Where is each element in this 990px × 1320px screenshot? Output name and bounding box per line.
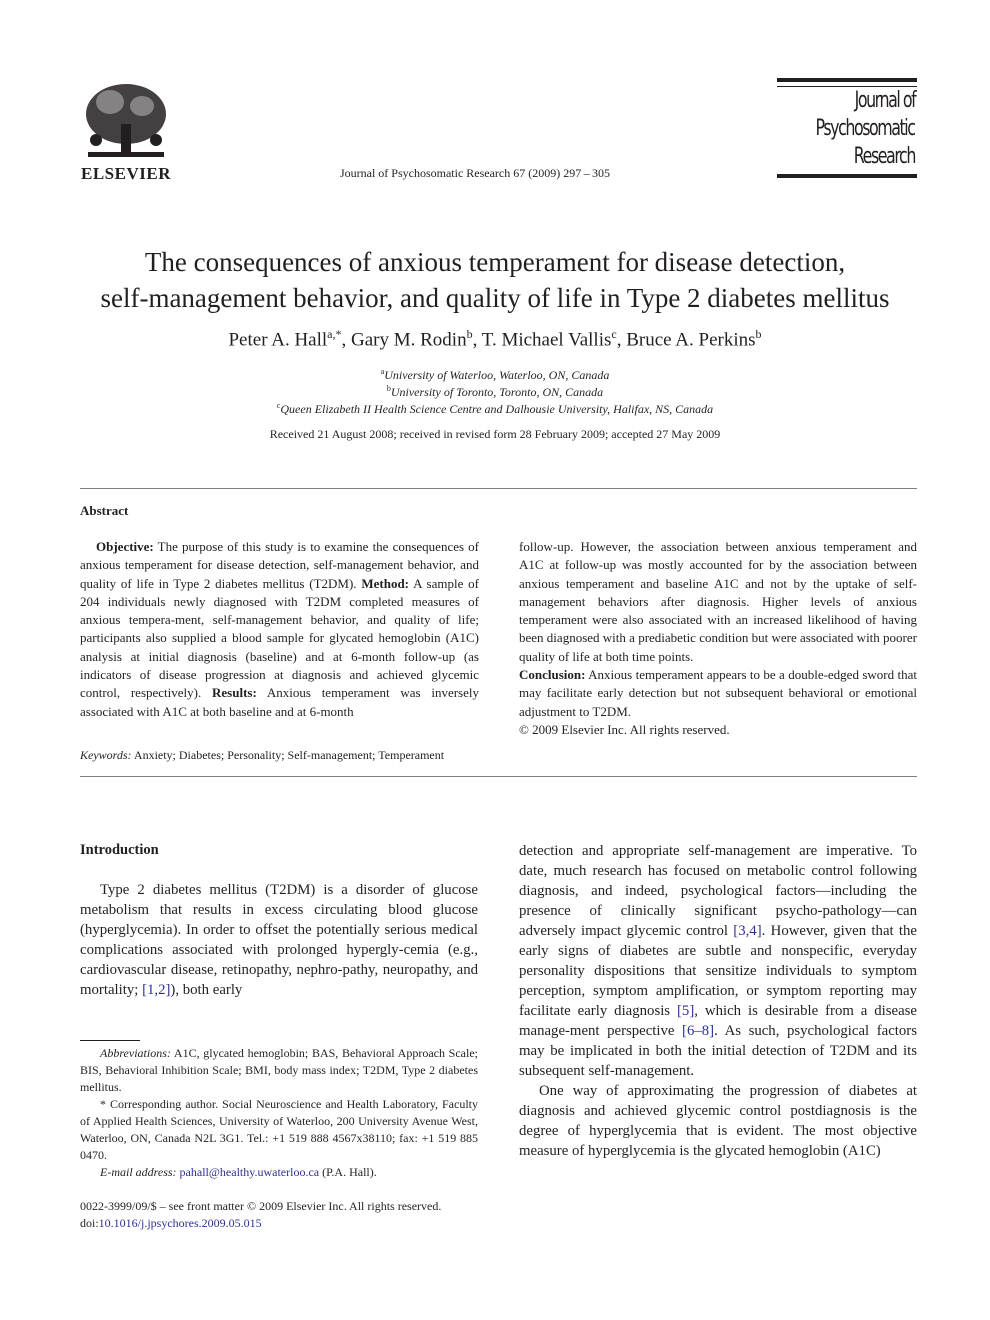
author-separator: ,	[472, 329, 482, 351]
affiliation	[120, 384, 870, 400]
journal-logo	[777, 78, 917, 180]
abstract-right-column	[519, 538, 917, 739]
received-dates: Received 21 August 2008; received in revised form 28 February 2009; accepted 27 May 2009	[269, 427, 721, 441]
abstract-heading: Abstract	[80, 503, 129, 518]
divider	[80, 776, 917, 777]
paragraph-text: detection and appropriate self-management are imperative. To date, much research has focused on metabolic control following diagnosis, and indeed, psychological factors—including the presence of clinically significant psycho-pathology—can adversely impact glycemic control	[519, 843, 917, 939]
publisher-name: ELSEVIER	[81, 164, 171, 183]
footnote-rule	[80, 1040, 140, 1041]
author-affiliation-mark: a,*	[327, 327, 342, 341]
paragraph-text: . However, given that the early signs of diabetes are subtle and nonspecific, everyday personality dispositions that sensitize individuals to symptom perception, symptom amplification, or symptom reporting may facilitate early diagnosis	[519, 923, 917, 1019]
keywords-list: Anxiety; Diabetes; Personality; Self-management; Temperament	[131, 748, 445, 762]
author-name: Peter A. Hall	[228, 329, 328, 351]
method-text: A sample of 204 individuals newly diagnosed with T2DM completed measures of anxious tempera-ment, self-management behavior, and quality of life; participants also supplied a blood sample for glycated hemoglobin (A1C) analysis at initial diagnosis (baseline) and at 6-month follow-up (as indicators of disease progression at diagnosis and achieved glycemic control, respectively).	[80, 575, 479, 701]
footnotes	[80, 1045, 478, 1181]
author-affiliation-mark: c	[611, 327, 617, 341]
results-label: Results:	[212, 685, 257, 701]
email-label: E-mail address:	[100, 1165, 177, 1179]
doi-label: doi:	[80, 1216, 99, 1230]
author-name: T. Michael Vallis	[481, 329, 612, 351]
affiliation	[120, 367, 870, 383]
corresponding-author: * Corresponding author. Social Neuroscience and Health Laboratory, Faculty of Applied Health Sciences, University of Waterloo, 200 University Avenue West, Waterloo, ON, Canada N2L 3G1. Tel.: +1 519 888 4567x38110; fax: +1 519 885 0470.	[80, 1097, 478, 1162]
article-title	[60, 244, 930, 316]
journal-logo-line: Psychosomatic	[815, 116, 915, 141]
affiliation-text: University of Toronto, Toronto, ON, Canada	[390, 385, 604, 399]
abbreviations-text: A1C, glycated hemoglobin; BAS, Behavioral Approach Scale; BIS, Behavioral Inhibition Scale; BMI, body mass index; T2DM, Type 2 diabetes mellitus.	[80, 1046, 478, 1094]
logo-rule	[777, 86, 917, 87]
author-name: Gary M. Rodin	[351, 329, 467, 351]
citation-link[interactable]: [3,4]	[733, 923, 762, 939]
results-text: Anxious temperament was inversely associated with A1C at both baseline and at 6-month	[80, 685, 479, 719]
logo-rule	[777, 78, 917, 82]
citation-link[interactable]: [5]	[677, 1003, 695, 1019]
author-name: Bruce A. Perkins	[626, 329, 756, 351]
body-left-column	[80, 880, 478, 1000]
journal-logo-line: Research	[853, 144, 915, 169]
elsevier-tree-icon	[80, 80, 172, 162]
author-affiliation-mark: b	[466, 327, 473, 341]
objective-text: The purpose of this study is to examine the consequences of anxious temperament for disease detection, self-management behavior, and quality of life in Type 2 diabetes mellitus (T2DM).	[80, 539, 479, 591]
abstract-left-column	[80, 538, 479, 721]
results-continued: follow-up. However, the association between anxious temperament and A1C at follow-up was mostly accounted for by the association between anxious temperament and baseline A1C and not by the uptake of self-management behaviors after diagnosis. Higher levels of anxious temperament were also associated with an increased likelihood of having been diagnosed with a prediabetic condition but were associated with poorer quality of life at both time points.	[519, 539, 917, 664]
title-line: self-management behavior, and quality of life in Type 2 diabetes mellitus	[100, 283, 890, 313]
elsevier-logo	[80, 80, 172, 184]
affiliation-mark: b	[386, 384, 391, 393]
email-suffix: (P.A. Hall).	[319, 1165, 377, 1179]
abbreviations-label: Abbreviations:	[100, 1046, 171, 1060]
abstract-copyright: © 2009 Elsevier Inc. All rights reserved.	[519, 721, 730, 737]
keywords	[80, 748, 490, 763]
objective-label: Objective:	[96, 539, 154, 554]
author-separator: ,	[341, 329, 351, 351]
affiliation	[120, 401, 870, 417]
journal-citation: Journal of Psychosomatic Research 67 (2009) 297 – 305	[339, 166, 611, 180]
author-list	[60, 327, 930, 351]
keywords-label: Keywords:	[80, 748, 132, 762]
citation-link[interactable]: [1,2]	[142, 982, 171, 998]
email-link[interactable]: pahall@healthy.uwaterloo.ca	[179, 1165, 320, 1179]
doi-link[interactable]: 10.1016/j.jpsychores.2009.05.015	[98, 1216, 262, 1230]
citation-link[interactable]: [6–8]	[682, 1023, 715, 1039]
conclusion-text: Anxious temperament appears to be a double-edged sword that may facilitate early detection but not subsequent behavioral or emotional adjustment to T2DM.	[519, 667, 917, 719]
title-line: The consequences of anxious temperament for disease detection,	[144, 247, 846, 277]
affiliation-text: University of Waterloo, Waterloo, ON, Canada	[384, 368, 610, 382]
page-footer	[80, 1198, 500, 1232]
paragraph-text: . As such, psychological factors may be implicated in both the initial detection of T2DM and its subsequent self-management.	[519, 1023, 917, 1079]
divider	[80, 488, 917, 489]
section-heading: Introduction	[80, 842, 159, 858]
journal-logo-line: Journal of	[854, 88, 915, 113]
affiliation-text: Queen Elizabeth II Health Science Centre and Dalhousie University, Halifax, NS, Canada	[280, 402, 714, 416]
paragraph-text: , which is desirable from a disease manage-ment perspective	[519, 1003, 917, 1039]
conclusion-label: Conclusion:	[519, 667, 586, 683]
issn-line: 0022-3999/09/$ – see front matter © 2009 Elsevier Inc. All rights reserved.	[80, 1199, 442, 1213]
author-affiliation-mark: b	[755, 327, 762, 341]
paragraph-text: ), both early	[170, 982, 243, 998]
method-label: Method:	[361, 575, 410, 591]
logo-rule	[777, 174, 917, 178]
body-right-column	[519, 841, 917, 1161]
author-separator: ,	[616, 329, 627, 351]
paragraph-text: One way of approximating the progression of diabetes at diagnosis and achieved glycemic control postdiagnosis is the degree of hyperglycemia that is evident. The most objective measure of hyperglycemia is the glycated hemoglobin (A1C)	[519, 1083, 917, 1159]
affiliation-mark: a	[380, 367, 385, 376]
affiliation-mark: c	[276, 401, 281, 410]
paragraph-text: Type 2 diabetes mellitus (T2DM) is a disorder of glucose metabolism that results in excess circulating blood glucose (hyperglycemia). In order to offset the potentially serious medical complications associated with prolonged hypergly-cemia (e.g., cardiovascular disease, retinopathy, nephro-pathy, neuropathy, and mortality;	[80, 882, 478, 998]
